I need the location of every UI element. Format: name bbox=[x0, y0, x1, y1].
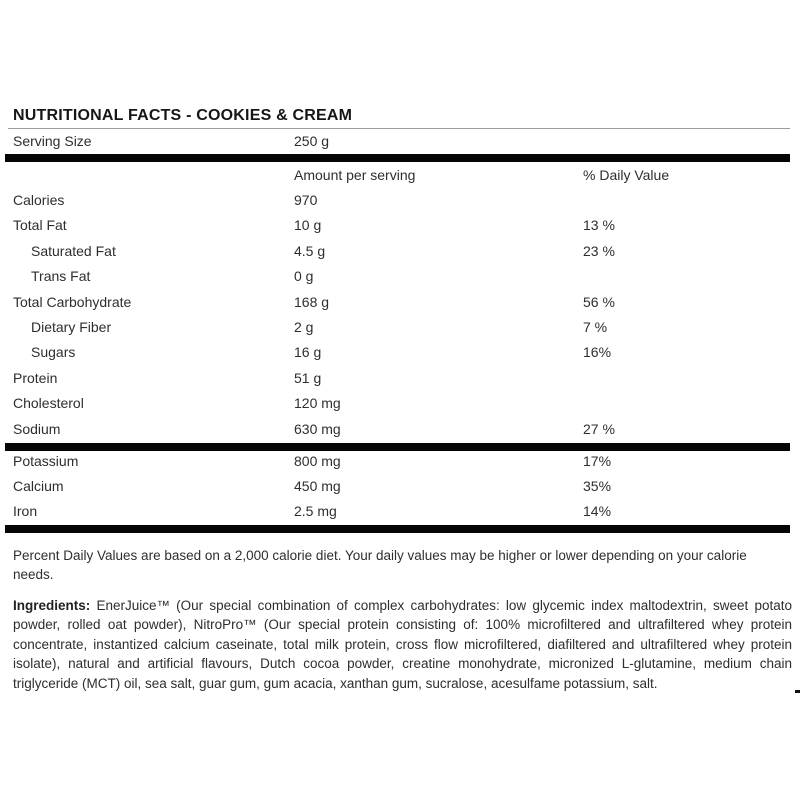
daily-value-column-header: % Daily Value bbox=[583, 167, 670, 183]
nutrient-amount: 2 g bbox=[294, 318, 314, 335]
nutrient-dv: 23 % bbox=[583, 242, 615, 259]
nutrient-table bbox=[0, 188, 800, 442]
table-row-saturated-fat bbox=[0, 239, 800, 264]
nutrient-amount: 0 g bbox=[294, 268, 314, 285]
nutrient-dv: 14% bbox=[583, 503, 612, 520]
nutrient-amount: 16 g bbox=[294, 344, 322, 361]
nutrient-dv: 13 % bbox=[583, 217, 615, 234]
table-row-total-fat bbox=[0, 213, 800, 238]
nutrient-dv: 17% bbox=[583, 453, 612, 469]
mineral-table bbox=[0, 449, 800, 525]
nutrient-amount: 120 mg bbox=[294, 395, 341, 412]
nutrient-label: Cholesterol bbox=[13, 395, 84, 412]
nutrient-label: Saturated Fat bbox=[31, 242, 116, 259]
daily-value-footnote: Percent Daily Values are based on a 2,000 calorie diet. Your daily values may be higher or lower depending on your calorie needs. bbox=[13, 548, 747, 582]
nutrient-label: Total Fat bbox=[13, 217, 67, 234]
nutrient-dv: 27 % bbox=[583, 420, 615, 437]
nutrient-amount: 800 mg bbox=[294, 453, 341, 469]
nutrient-label: Total Carbohydrate bbox=[13, 293, 132, 310]
ingredients-paragraph bbox=[13, 596, 792, 693]
nutrient-label: Calcium bbox=[13, 478, 64, 495]
table-row-cholesterol bbox=[0, 391, 800, 416]
table-header-row bbox=[0, 163, 800, 188]
nutrient-amount: 970 bbox=[294, 192, 318, 208]
nutrient-amount: 450 mg bbox=[294, 478, 341, 495]
table-row-protein bbox=[0, 366, 800, 391]
table-row-trans-fat bbox=[0, 264, 800, 289]
thick-divider-bottom bbox=[5, 525, 790, 533]
nutrient-label: Potassium bbox=[13, 453, 79, 469]
table-row-dietary-fiber bbox=[0, 315, 800, 340]
nutrient-dv: 16% bbox=[583, 344, 612, 361]
nutrient-dv: 35% bbox=[583, 478, 612, 495]
nutrient-label: Trans Fat bbox=[31, 268, 91, 285]
table-row-sugars bbox=[0, 340, 800, 365]
serving-size-value: 250 g bbox=[294, 133, 330, 149]
ingredients-label: Ingredients: bbox=[13, 598, 91, 613]
thick-divider-top bbox=[5, 154, 790, 162]
nutrient-amount: 4.5 g bbox=[294, 242, 326, 259]
nutrient-label: Protein bbox=[13, 369, 58, 386]
table-row-total-carbohydrate bbox=[0, 290, 800, 315]
nutrient-dv: 7 % bbox=[583, 318, 608, 335]
nutrient-amount: 2.5 mg bbox=[294, 503, 337, 520]
page-title: NUTRITIONAL FACTS - COOKIES & CREAM bbox=[13, 107, 353, 124]
table-row-sodium bbox=[0, 417, 800, 442]
nutrient-label: Calories bbox=[13, 192, 65, 208]
serving-size-row bbox=[0, 129, 800, 154]
nutrient-amount: 630 mg bbox=[294, 420, 341, 437]
ingredients-text: EnerJuice™ (Our special combination of complex carbohydrates: low glycemic index maltodextrin, sweet potato powder, rolled oat powder), NitroPro™ (Our special protein consisting of: 100% microfiltered and ultrafiltered whey protein concentrate, instantized calcium caseinate, total milk protein, cross flow microfiltered, diafiltered and ultrafiltered whey protein isolate), natural and artificial flavours, Dutch cocoa powder, creatine monohydrate, micronized L-glutamine, medium chain triglyceride (MCT) oil, sea salt, guar gum, gum acacia, xanthan gum, sucralose, acesulfame potassium, salt. bbox=[13, 598, 792, 691]
scan-artifact-mark bbox=[795, 690, 800, 693]
nutrient-amount: 10 g bbox=[294, 217, 322, 234]
amount-column-header: Amount per serving bbox=[294, 167, 416, 183]
table-row-calories bbox=[0, 188, 800, 213]
table-row-potassium bbox=[0, 449, 800, 474]
table-row-calcium bbox=[0, 474, 800, 499]
nutrient-amount: 168 g bbox=[294, 293, 330, 310]
nutrient-label: Sodium bbox=[13, 420, 61, 437]
nutrient-label: Iron bbox=[13, 503, 38, 520]
serving-size-label: Serving Size bbox=[13, 133, 92, 149]
nutrient-amount: 51 g bbox=[294, 369, 322, 386]
nutrient-dv: 56 % bbox=[583, 293, 615, 310]
nutrient-label: Sugars bbox=[31, 344, 76, 361]
table-row-iron bbox=[0, 499, 800, 524]
nutrient-label: Dietary Fiber bbox=[31, 318, 112, 335]
